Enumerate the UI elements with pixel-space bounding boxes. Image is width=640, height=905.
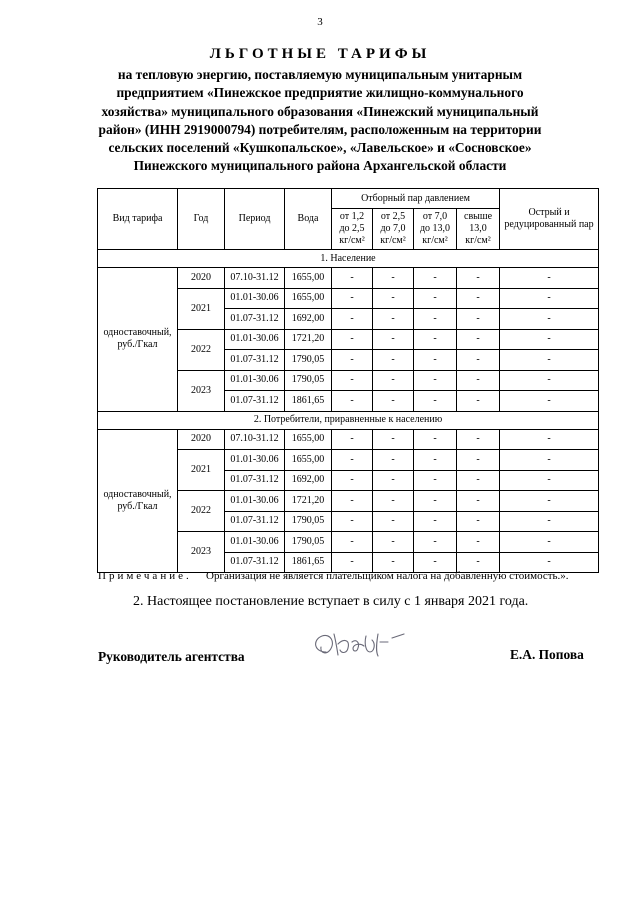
steam-2-cell: - xyxy=(373,491,414,512)
note xyxy=(98,570,569,582)
header-tariff-type: Вид тарифа xyxy=(98,189,178,250)
steam-3-cell: - xyxy=(414,309,457,330)
steam-2-cell: - xyxy=(373,329,414,350)
handwritten-signature xyxy=(306,622,416,666)
steam-2-cell: - xyxy=(373,450,414,471)
header-steam-line1: от 1,2 xyxy=(339,211,365,222)
steam-4-cell: - xyxy=(457,309,500,330)
header-steam-col xyxy=(332,209,373,250)
sharp-steam-cell: - xyxy=(500,391,599,412)
steam-2-cell: - xyxy=(373,309,414,330)
header-steam-line2: 13,0 xyxy=(469,223,487,234)
steam-3-cell: - xyxy=(414,268,457,289)
steam-3-cell: - xyxy=(414,370,457,391)
steam-4-cell: - xyxy=(457,288,500,309)
period-cell: 07.10-31.12 xyxy=(225,268,285,289)
header-steam-line2: до 13,0 xyxy=(419,223,451,234)
sharp-steam-cell: - xyxy=(500,491,599,512)
tariff-type-cell: одноставочный, руб./Гкал xyxy=(98,429,178,573)
header-steam-line1: свыше xyxy=(464,211,493,222)
steam-1-cell: - xyxy=(332,370,373,391)
period-cell: 01.01-30.06 xyxy=(225,450,285,471)
steam-3-cell: - xyxy=(414,532,457,553)
steam-2-cell: - xyxy=(373,429,414,450)
steam-3-cell: - xyxy=(414,350,457,371)
steam-4-cell: - xyxy=(457,450,500,471)
signer-position: Руководитель агентства xyxy=(98,649,245,664)
sharp-steam-cell: - xyxy=(500,288,599,309)
header-steam-line2: до 7,0 xyxy=(380,223,406,234)
steam-4-cell: - xyxy=(457,329,500,350)
header-steam-col xyxy=(373,209,414,250)
steam-4-cell: - xyxy=(457,552,500,573)
steam-1-cell: - xyxy=(332,450,373,471)
steam-1-cell: - xyxy=(332,532,373,553)
steam-2-cell: - xyxy=(373,511,414,532)
period-cell: 01.07-31.12 xyxy=(225,470,285,491)
period-cell: 01.07-31.12 xyxy=(225,391,285,412)
tariffs-table xyxy=(97,188,599,573)
steam-3-cell: - xyxy=(414,391,457,412)
water-cell: 1790,05 xyxy=(285,511,332,532)
water-cell: 1790,05 xyxy=(285,532,332,553)
water-cell: 1655,00 xyxy=(285,268,332,289)
steam-4-cell: - xyxy=(457,350,500,371)
period-cell: 01.01-30.06 xyxy=(225,491,285,512)
steam-3-cell: - xyxy=(414,429,457,450)
sharp-steam-cell: - xyxy=(500,429,599,450)
period-cell: 01.01-30.06 xyxy=(225,329,285,350)
period-cell: 01.01-30.06 xyxy=(225,370,285,391)
steam-1-cell: - xyxy=(332,288,373,309)
water-cell: 1721,20 xyxy=(285,329,332,350)
water-cell: 1861,65 xyxy=(285,391,332,412)
period-cell: 01.07-31.12 xyxy=(225,350,285,371)
header-steam-col xyxy=(414,209,457,250)
steam-2-cell: - xyxy=(373,391,414,412)
sharp-steam-cell: - xyxy=(500,532,599,553)
header-period: Период xyxy=(225,189,285,250)
header-water: Вода xyxy=(285,189,332,250)
steam-4-cell: - xyxy=(457,491,500,512)
note-text: Организация не является плательщиком налога на добавленную стоимость.». xyxy=(206,570,569,582)
water-cell: 1655,00 xyxy=(285,450,332,471)
sharp-steam-cell: - xyxy=(500,329,599,350)
water-cell: 1790,05 xyxy=(285,350,332,371)
steam-1-cell: - xyxy=(332,511,373,532)
steam-3-cell: - xyxy=(414,491,457,512)
effective-date-paragraph: 2. Настоящее постановление вступает в силу с 1 января 2021 года. xyxy=(133,594,529,609)
header-steam-line1: от 2,5 xyxy=(380,211,406,222)
steam-1-cell: - xyxy=(332,329,373,350)
water-cell: 1692,00 xyxy=(285,470,332,491)
steam-1-cell: - xyxy=(332,491,373,512)
year-cell: 2021 xyxy=(178,288,225,329)
steam-4-cell: - xyxy=(457,268,500,289)
header-steam-col xyxy=(457,209,500,250)
steam-2-cell: - xyxy=(373,288,414,309)
steam-2-cell: - xyxy=(373,268,414,289)
header-year: Год xyxy=(178,189,225,250)
steam-4-cell: - xyxy=(457,532,500,553)
water-cell: 1655,00 xyxy=(285,429,332,450)
period-cell: 07.10-31.12 xyxy=(225,429,285,450)
steam-1-cell: - xyxy=(332,552,373,573)
header-steam-unit: кг/см² xyxy=(422,235,448,246)
steam-1-cell: - xyxy=(332,309,373,330)
year-cell: 2021 xyxy=(178,450,225,491)
sharp-steam-cell: - xyxy=(500,309,599,330)
year-cell: 2020 xyxy=(178,429,225,450)
section-title: 2. Потребители, приравненные к населению xyxy=(98,411,599,429)
steam-3-cell: - xyxy=(414,511,457,532)
steam-2-cell: - xyxy=(373,470,414,491)
period-cell: 01.07-31.12 xyxy=(225,309,285,330)
sharp-steam-cell: - xyxy=(500,268,599,289)
steam-2-cell: - xyxy=(373,350,414,371)
signer-name: Е.А. Попова xyxy=(510,647,584,662)
note-label: Примечание. xyxy=(98,570,192,582)
steam-4-cell: - xyxy=(457,511,500,532)
sharp-steam-cell: - xyxy=(500,370,599,391)
table-row xyxy=(98,268,599,289)
steam-4-cell: - xyxy=(457,429,500,450)
year-cell: 2022 xyxy=(178,329,225,370)
steam-4-cell: - xyxy=(457,370,500,391)
steam-1-cell: - xyxy=(332,470,373,491)
period-cell: 01.01-30.06 xyxy=(225,288,285,309)
steam-4-cell: - xyxy=(457,470,500,491)
steam-3-cell: - xyxy=(414,329,457,350)
header-steam-unit: кг/см² xyxy=(339,235,365,246)
steam-3-cell: - xyxy=(414,450,457,471)
table-row xyxy=(98,429,599,450)
water-cell: 1861,65 xyxy=(285,552,332,573)
sharp-steam-cell: - xyxy=(500,450,599,471)
header-steam-unit: кг/см² xyxy=(465,235,491,246)
year-cell: 2023 xyxy=(178,370,225,411)
header-steam-unit: кг/см² xyxy=(380,235,406,246)
steam-1-cell: - xyxy=(332,268,373,289)
header-steam-line2: до 2,5 xyxy=(339,223,365,234)
steam-1-cell: - xyxy=(332,391,373,412)
steam-3-cell: - xyxy=(414,552,457,573)
steam-2-cell: - xyxy=(373,552,414,573)
page-number: 3 xyxy=(317,16,323,28)
period-cell: 01.07-31.12 xyxy=(225,552,285,573)
sharp-steam-cell: - xyxy=(500,470,599,491)
water-cell: 1655,00 xyxy=(285,288,332,309)
steam-3-cell: - xyxy=(414,288,457,309)
steam-3-cell: - xyxy=(414,470,457,491)
period-cell: 01.07-31.12 xyxy=(225,511,285,532)
header-steam-group: Отборный пар давлением xyxy=(332,189,500,209)
year-cell: 2023 xyxy=(178,532,225,573)
document-title: ЛЬГОТНЫЕ ТАРИФЫ xyxy=(209,46,431,62)
water-cell: 1790,05 xyxy=(285,370,332,391)
steam-4-cell: - xyxy=(457,391,500,412)
period-cell: 01.01-30.06 xyxy=(225,532,285,553)
header-steam-line1: от 7,0 xyxy=(422,211,448,222)
steam-2-cell: - xyxy=(373,370,414,391)
sharp-steam-cell: - xyxy=(500,552,599,573)
year-cell: 2022 xyxy=(178,491,225,532)
year-cell: 2020 xyxy=(178,268,225,289)
steam-2-cell: - xyxy=(373,532,414,553)
water-cell: 1692,00 xyxy=(285,309,332,330)
section-title: 1. Население xyxy=(98,250,599,268)
steam-1-cell: - xyxy=(332,350,373,371)
sharp-steam-cell: - xyxy=(500,511,599,532)
sharp-steam-cell: - xyxy=(500,350,599,371)
tariff-type-cell: одноставочный, руб./Гкал xyxy=(98,268,178,412)
document-subtitle: на тепловую энергию, поставляемую муниципальным унитарным предприятием «Пинежское предприятие жилищно-коммунального хозяйства» муниципального образования «Пинежский муниципальный район» (ИНН 2919000794) потребителям, расположенным на территории сельских поселений «Кушкопальское», «Лавельское» и «Сосновское» Пинежского муниципального района Архангельской области xyxy=(98,67,542,174)
water-cell: 1721,20 xyxy=(285,491,332,512)
header-sharp-steam: Острый и редуцированный пар xyxy=(500,189,599,250)
steam-1-cell: - xyxy=(332,429,373,450)
